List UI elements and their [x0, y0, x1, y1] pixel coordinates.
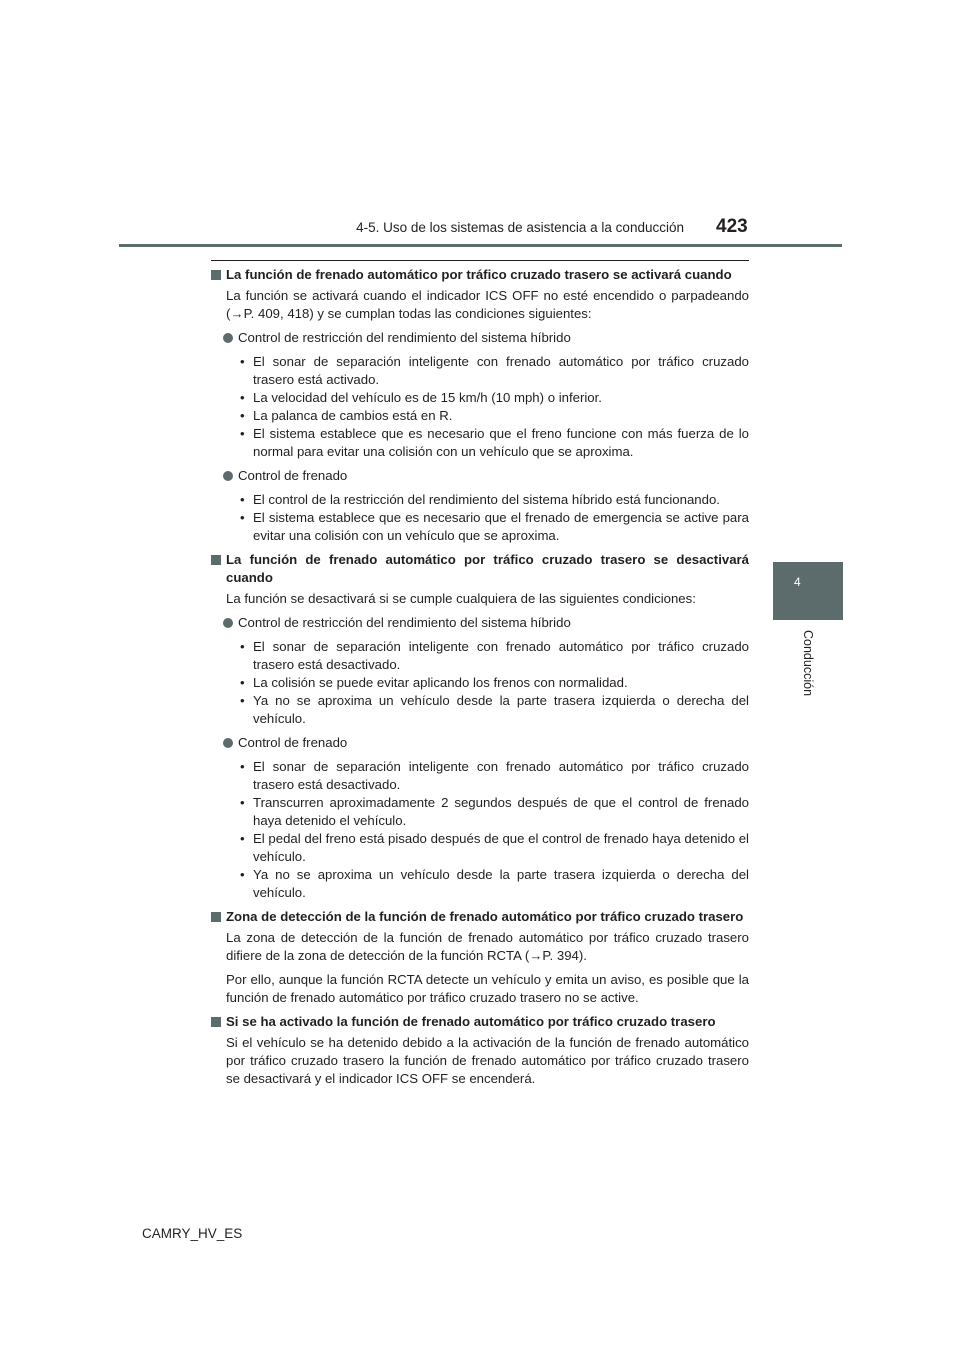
heading-text: Zona de detección de la función de frenado automático por tráfico cruzado trasero — [226, 909, 744, 924]
bullet-dot-icon: • — [240, 759, 245, 774]
condition-group-label — [211, 467, 749, 485]
list-item-text: La colisión se puede evitar aplicando los frenos con normalidad. — [253, 675, 628, 690]
bullet-dot-icon: • — [240, 510, 245, 525]
list-item-text: El sistema establece que es necesario que el frenado de emergencia se active para evitar una colisión con un vehículo que se aproxima. — [253, 510, 749, 543]
list-item — [211, 794, 749, 830]
section-paragraph: La zona de detección de la función de frenado automático por tráfico cruzado trasero difiere de la zona de detección de la función RCTA (→P. 394). — [226, 930, 749, 963]
list-item — [211, 353, 749, 389]
section-heading — [211, 551, 749, 587]
section-block — [211, 551, 749, 902]
section-block — [211, 1013, 749, 1088]
header-divider — [119, 244, 842, 247]
square-bullet-icon — [211, 912, 221, 922]
heading-text: La función de frenado automático por tráfico cruzado trasero se activará cuando — [226, 267, 732, 282]
bullet-dot-icon: • — [240, 408, 245, 423]
list-item-text: El control de la restricción del rendimiento del sistema híbrido está funcionando. — [253, 492, 720, 507]
square-bullet-icon — [211, 555, 221, 565]
bullet-dot-icon: • — [240, 867, 245, 882]
list-item — [211, 758, 749, 794]
heading-text: Si se ha activado la función de frenado automático por tráfico cruzado trasero — [226, 1014, 716, 1029]
section-divider — [211, 260, 749, 261]
list-item — [211, 425, 749, 461]
section-heading — [211, 266, 749, 284]
circle-bullet-icon — [223, 738, 233, 748]
section-title: 4-5. Uso de los sistemas de asistencia a la conducción — [356, 220, 684, 235]
list-item — [211, 674, 749, 692]
bullet-list — [211, 353, 749, 461]
square-bullet-icon — [211, 270, 221, 280]
chapter-label: Conducción — [801, 630, 815, 697]
bullet-dot-icon: • — [240, 426, 245, 441]
list-item — [211, 407, 749, 425]
list-item-text: El sistema establece que es necesario que el freno funcione con más fuerza de lo normal para evitar una colisión con un vehículo que se aproxima. — [253, 426, 749, 459]
list-item — [211, 638, 749, 674]
page-content — [211, 266, 749, 1094]
bullet-list — [211, 758, 749, 902]
bullet-dot-icon: • — [240, 354, 245, 369]
list-item — [211, 389, 749, 407]
bullet-dot-icon: • — [240, 390, 245, 405]
condition-group-label — [211, 614, 749, 632]
condition-label-text: Control de restricción del rendimiento del sistema híbrido — [238, 615, 571, 630]
circle-bullet-icon — [223, 333, 233, 343]
condition-label-text: Control de frenado — [238, 468, 348, 483]
condition-label-text: Control de restricción del rendimiento del sistema híbrido — [238, 330, 571, 345]
list-item-text: El sonar de separación inteligente con frenado automático por tráfico cruzado trasero está desactivado. — [253, 759, 749, 792]
list-item — [211, 692, 749, 728]
list-item — [211, 866, 749, 902]
section-paragraph: Si el vehículo se ha detenido debido a la activación de la función de frenado automático por tráfico cruzado trasero la función de frenado automático por tráfico cruzado trasero se desactivará y el indicador ICS OFF se encenderá. — [226, 1035, 749, 1086]
section-paragraph: Por ello, aunque la función RCTA detecte un vehículo y emita un aviso, es posible que la función de frenado automático por tráfico cruzado trasero no se active. — [226, 972, 749, 1005]
bullet-dot-icon: • — [240, 693, 245, 708]
list-item-text: La palanca de cambios está en R. — [253, 408, 453, 423]
list-item — [211, 830, 749, 866]
list-item-text: Ya no se aproxima un vehículo desde la parte trasera izquierda o derecha del vehículo. — [253, 867, 749, 900]
bullet-dot-icon: • — [240, 795, 245, 810]
bullet-list — [211, 491, 749, 545]
list-item-text: Transcurren aproximadamente 2 segundos después de que el control de frenado haya detenido el vehículo. — [253, 795, 749, 828]
circle-bullet-icon — [223, 471, 233, 481]
footer-code: CAMRY_HV_ES — [142, 1226, 243, 1241]
condition-group-label — [211, 329, 749, 347]
section-heading — [211, 908, 749, 926]
list-item-text: El sonar de separación inteligente con frenado automático por tráfico cruzado trasero está activado. — [253, 354, 749, 387]
list-item-text: Ya no se aproxima un vehículo desde la parte trasera izquierda o derecha del vehículo. — [253, 693, 749, 726]
list-item-text: La velocidad del vehículo es de 15 km/h (10 mph) o inferior. — [253, 390, 602, 405]
list-item — [211, 509, 749, 545]
bullet-dot-icon: • — [240, 831, 245, 846]
chapter-number: 4 — [794, 575, 801, 589]
square-bullet-icon — [211, 1017, 221, 1027]
section-intro: La función se activará cuando el indicador ICS OFF no esté encendido o parpadeando (→P. 409, 418) y se cumplan todas las condiciones siguientes: — [226, 288, 749, 321]
bullet-dot-icon: • — [240, 492, 245, 507]
chapter-tab — [773, 562, 843, 620]
bullet-dot-icon: • — [240, 639, 245, 654]
heading-text: La función de frenado automático por tráfico cruzado trasero se desactivará cuando — [226, 552, 749, 585]
bullet-dot-icon: • — [240, 675, 245, 690]
section-block — [211, 266, 749, 545]
circle-bullet-icon — [223, 618, 233, 628]
section-block — [211, 908, 749, 1007]
condition-label-text: Control de frenado — [238, 735, 348, 750]
bullet-list — [211, 638, 749, 728]
list-item — [211, 491, 749, 509]
list-item-text: El pedal del freno está pisado después de que el control de frenado haya detenido el vehículo. — [253, 831, 749, 864]
list-item-text: El sonar de separación inteligente con frenado automático por tráfico cruzado trasero está desactivado. — [253, 639, 749, 672]
condition-group-label — [211, 734, 749, 752]
page-number: 423 — [716, 216, 748, 237]
section-heading — [211, 1013, 749, 1031]
section-intro: La función se desactivará si se cumple cualquiera de las siguientes condiciones: — [226, 591, 696, 606]
